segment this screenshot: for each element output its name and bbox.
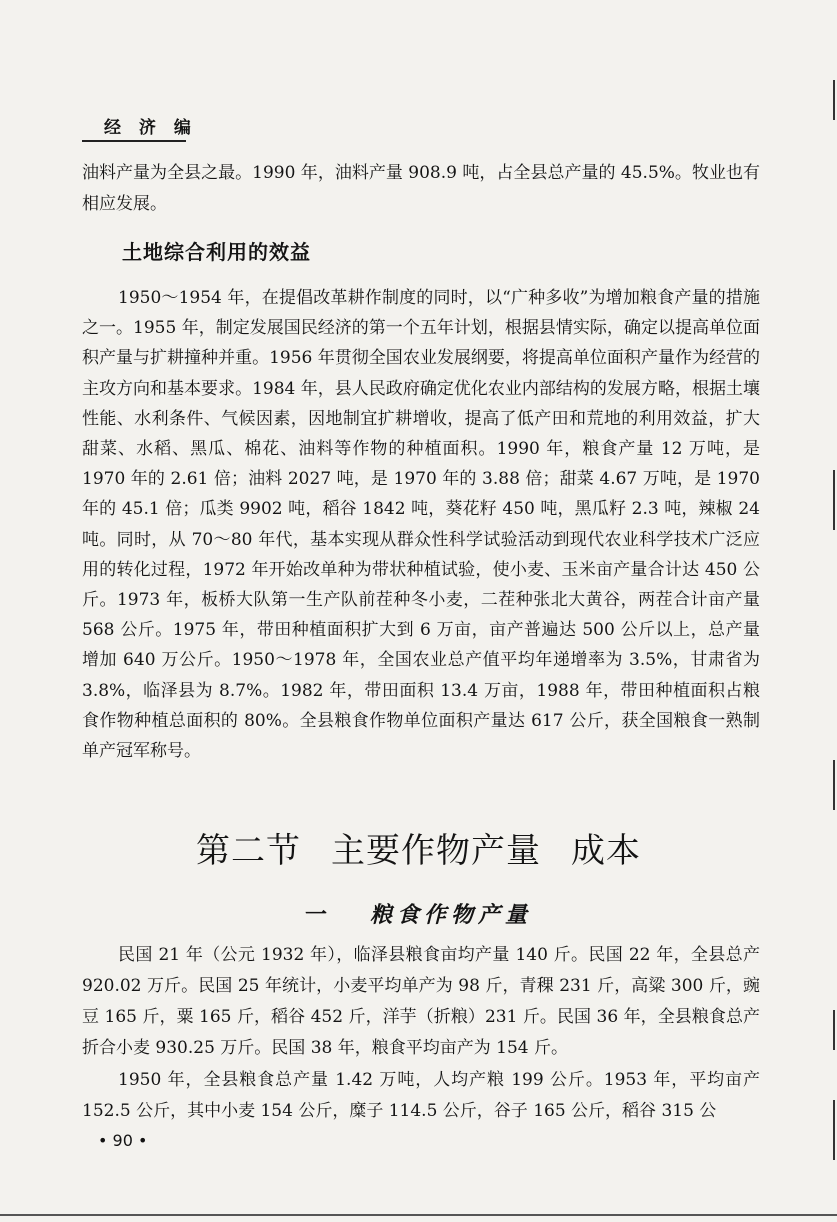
paragraph-1950: 1950 年，全县粮食总产量 1.42 万吨，人均产粮 199 公斤。1953 年，平均亩产 152.5 公斤，其中小麦 154 公斤，糜子 114.5 公斤，谷子 165 公斤，稻谷 315 公 — [82, 1070, 760, 1121]
section-heading-cost: 成本 — [571, 831, 641, 871]
scan-edge-mark — [833, 1100, 835, 1160]
paragraph-continuation: 油料产量为全县之最。1990 年，油料产量 908.9 吨，占全县总产量的 45.5%。牧业也有相应发展。 — [82, 163, 760, 214]
section-title — [0, 823, 837, 872]
subsection-number: 一 — [304, 902, 332, 928]
subsection-title — [0, 898, 837, 929]
section-number: 第二节 — [196, 831, 301, 871]
scan-edge-mark — [833, 80, 835, 120]
scan-bottom-edge — [0, 1214, 837, 1216]
scan-edge-mark — [833, 760, 835, 810]
subheading-land-use-benefit: 土地综合利用的效益 — [122, 240, 311, 264]
subsection-heading: 粮食作物产量 — [370, 902, 533, 928]
scan-edge-mark — [833, 1010, 835, 1050]
section-heading: 主要作物产量 — [331, 831, 541, 871]
scan-edge-mark — [833, 470, 835, 530]
paragraph-republic-era: 民国 21 年（公元 1932 年），临泽县粮食亩均产量 140 斤。民国 22 年，全县总产 920.02 万斤。民国 25 年统计，小麦平均单产为 98 斤，青稞 231 斤，高粱 300 斤，豌豆 165 斤，粟 165 斤，稻谷 452 斤，洋芋（折粮）231 斤。民国 36 年，全县粮食总产折合小麦 930.25 万斤。民国 38 年，粮食平均亩产为 154 斤。 — [82, 945, 760, 1058]
running-head: 经 济 编 — [104, 118, 197, 138]
page-number: • 90 • — [98, 1131, 148, 1150]
running-head-rule — [82, 140, 186, 142]
paragraph-land-use: 1950～1954 年，在提倡改革耕作制度的同时，以“广种多收”为增加粮食产量的措施之一。1955 年，制定发展国民经济的第一个五年计划，根据县情实际，确定以提高单位面积产量与扩耕撞种并重。1956 年贯彻全国农业发展纲要，将提高单位面积产量作为经营的主攻方向和基本要求。1984 年，县人民政府确定优化农业内部结构的发展方略，根据土壤性能、水利条件、气候因素，因地制宜扩耕增收，提高了低产田和荒地的利用效益，扩大甜菜、水稻、黑瓜、棉花、油料等作物的种植面积。1990 年，粮食产量 12 万吨，是 1970 年的 2.61 倍；油料 2027 吨，是 1970 年的 3.88 倍；甜菜 4.67 万吨，是 1970 年的 45.1 倍；瓜类 9902 吨，稻谷 1842 吨，葵花籽 450 吨，黑瓜籽 2.3 吨，辣椒 24 吨。同时，从 70～80 年代，基本实现从群众性科学试验活动到现代农业科学技术广泛应用的转化过程，1972 年开始改单种为带状种植试验，使小麦、玉米亩产量合计达 450 公斤。1973 年，板桥大队第一生产队前茬种冬小麦，二茬种张北大黄谷，两茬合计亩产量 568 公斤。1975 年，带田种植面积扩大到 6 万亩，亩产普遍达 500 公斤以上，总产量增加 640 万公斤。1950～1978 年，全国农业总产值平均年递增率为 3.5%，甘肃省为 3.8%，临泽县为 8.7%。1982 年，带田面积 13.4 万亩，1988 年，带田种植面积占粮食作物种植总面积的 80%。全县粮食作物单位面积产量达 617 公斤，获全国粮食一熟制单产冠军称号。 — [82, 288, 760, 762]
